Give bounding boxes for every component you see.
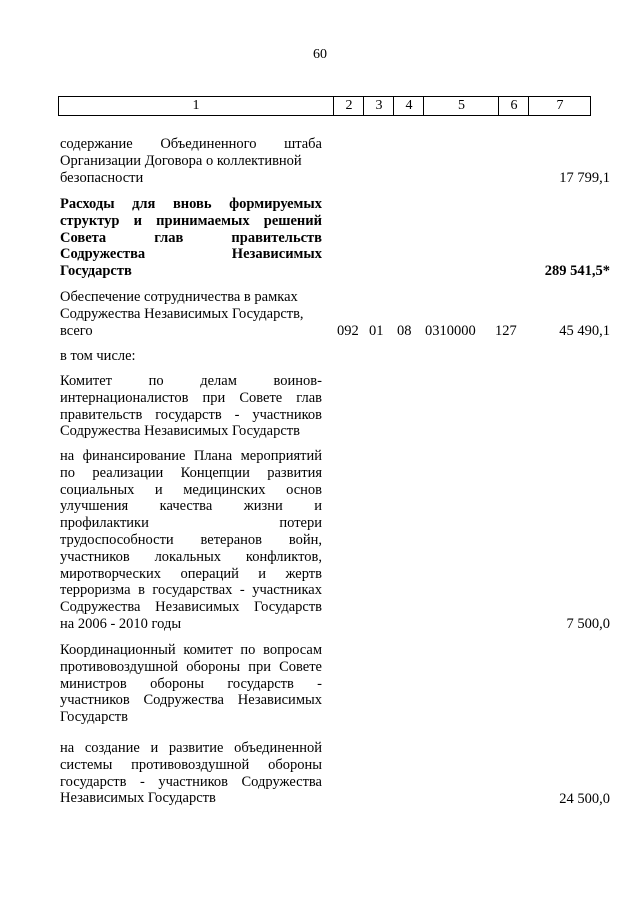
desc-line: миротворческих операций и жертв xyxy=(60,565,322,582)
desc-line: структур и принимаемых решений xyxy=(60,212,322,229)
desc-line: всего xyxy=(60,322,93,339)
desc-line: Независимых Государств xyxy=(60,790,216,807)
row-description xyxy=(60,373,322,440)
desc-line: системы противовоздушной обороны xyxy=(60,756,322,773)
row-amount: 289 541,5* xyxy=(544,263,610,279)
code-col-3: 01 xyxy=(369,323,384,339)
row-description xyxy=(60,289,322,339)
header-col-4: 4 xyxy=(393,97,424,115)
desc-line: трудоспособности ветеранов войн, xyxy=(60,531,322,548)
desc-line: противовоздушной обороны при Совете xyxy=(60,658,322,675)
desc-line: в том числе: xyxy=(60,348,136,364)
header-col-6: 6 xyxy=(498,97,529,115)
code-col-6: 127 xyxy=(495,323,517,339)
desc-line: Содружества Независимых Государств, xyxy=(60,305,304,322)
desc-line: Организации Договора о коллективной xyxy=(60,152,302,169)
desc-line: Государств xyxy=(60,263,132,280)
row-description xyxy=(60,196,322,280)
desc-line: Государств xyxy=(60,709,128,726)
desc-line: на 2006 - 2010 годы xyxy=(60,615,182,632)
desc-line: Содружества Независимых Государств xyxy=(60,423,300,440)
code-col-5: 0310000 xyxy=(425,323,476,339)
desc-line: участников Содружества Независимых xyxy=(60,692,322,709)
header-col-5: 5 xyxy=(423,97,499,115)
desc-line: социальных и медицинских основ xyxy=(60,481,322,498)
desc-line: профилактики потери xyxy=(60,515,322,532)
desc-line: участников локальных конфликтов, xyxy=(60,548,322,565)
header-col-1: 1 xyxy=(192,98,200,113)
desc-line: на создание и развитие объединенной xyxy=(60,740,322,756)
row-amount: 17 799,1 xyxy=(559,170,610,186)
desc-line: Расходы для вновь формируемых xyxy=(60,196,322,212)
row-description xyxy=(60,740,322,807)
desc-line: Совета глав правительств xyxy=(60,229,322,246)
desc-line: Комитет по делам воинов- xyxy=(60,373,322,389)
row-description xyxy=(60,448,322,633)
desc-line: улучшения качества жизни и xyxy=(60,498,322,515)
desc-line: Обеспечение сотрудничества в рамках xyxy=(60,289,298,305)
desc-line: министров обороны государств - xyxy=(60,675,322,692)
header-col-7: 7 xyxy=(528,97,591,115)
desc-line: Координационный комитет по вопросам xyxy=(60,642,322,658)
desc-line: интернационалистов при Совете глав xyxy=(60,389,322,406)
code-col-2: 092 xyxy=(337,323,359,339)
desc-line: Содружества Независимых xyxy=(60,246,322,263)
code-col-4: 08 xyxy=(397,323,412,339)
desc-line: на финансирование Плана мероприятий xyxy=(60,448,322,464)
row-description xyxy=(60,136,322,186)
desc-line: терроризма в государствах - участниках xyxy=(60,582,322,599)
row-amount: 45 490,1 xyxy=(559,323,610,339)
desc-line: Содружества Независимых Государств xyxy=(60,599,322,616)
row-amount: 24 500,0 xyxy=(559,791,610,807)
row-description xyxy=(60,642,322,726)
desc-line: правительств государств - участников xyxy=(60,406,322,423)
desc-line: безопасности xyxy=(60,169,144,186)
row-description xyxy=(60,348,322,365)
desc-line: содержание Объединенного штаба xyxy=(60,136,322,152)
desc-line: по реализации Концепции развития xyxy=(60,464,322,481)
table-header xyxy=(58,96,591,116)
desc-line: государств - участников Содружества xyxy=(60,773,322,790)
row-amount: 7 500,0 xyxy=(566,616,610,632)
header-col-3: 3 xyxy=(363,97,394,115)
page-number: 60 xyxy=(313,47,327,62)
header-col-2: 2 xyxy=(333,97,364,115)
